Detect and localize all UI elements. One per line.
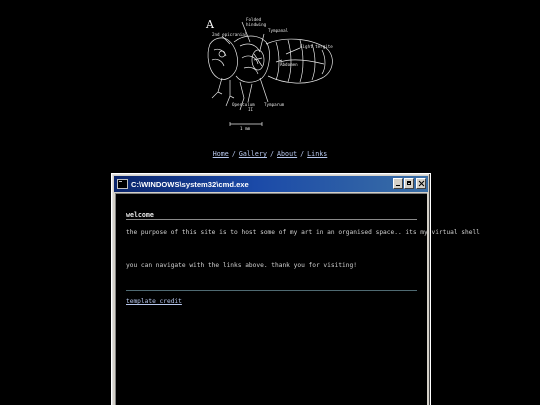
cmd-window	[111, 173, 480, 405]
label-tympanal: Tympanal	[268, 28, 289, 33]
close-button[interactable]	[416, 178, 426, 189]
console-area	[115, 193, 480, 405]
navigation-text: you can navigate with the links above. thank you for visiting!	[126, 262, 357, 269]
nav-link-home[interactable]: Home	[212, 150, 229, 158]
label-epicranial: 2nd epicranial	[212, 32, 248, 37]
nav-separator: /	[231, 150, 236, 158]
illustration-letter: A	[206, 18, 214, 31]
nav-separator: /	[300, 150, 305, 158]
minimize-button[interactable]	[393, 178, 403, 189]
label-folded: Folded	[246, 17, 262, 22]
window-titlebar[interactable]	[114, 176, 428, 192]
maximize-button[interactable]	[404, 178, 414, 189]
window-title: C:\WINDOWS\system32\cmd.exe	[131, 179, 249, 189]
label-eight-tergite: Eight tergite	[300, 44, 333, 49]
template-credit-link[interactable]: template credit	[126, 298, 182, 305]
label-operculum: Operculum	[232, 102, 255, 107]
label-hindwing: hindwing	[246, 22, 267, 27]
nav-separator: /	[269, 150, 275, 158]
label-abdomen: Abdomen	[280, 62, 298, 67]
label-tymparum: Tymparum	[264, 102, 285, 107]
nav-link-about[interactable]: About	[277, 150, 298, 158]
intro-text: the purpose of this site is to host some of my art in an organised space.. its my virtual shell	[126, 229, 480, 236]
window-controls	[393, 178, 426, 189]
footer-divider	[126, 290, 417, 291]
cmd-icon	[117, 179, 128, 189]
label-scale: 1 mm	[240, 126, 251, 130]
nav-link-links[interactable]: Links	[307, 150, 328, 158]
cicada-drawing	[200, 14, 340, 130]
nav-link-gallery[interactable]: Gallery	[238, 150, 267, 158]
cicada-illustration	[200, 14, 340, 130]
console-heading: welcome	[126, 211, 154, 219]
site-nav	[0, 150, 540, 158]
heading-divider	[126, 219, 417, 220]
label-operculum-number: II	[248, 107, 254, 112]
